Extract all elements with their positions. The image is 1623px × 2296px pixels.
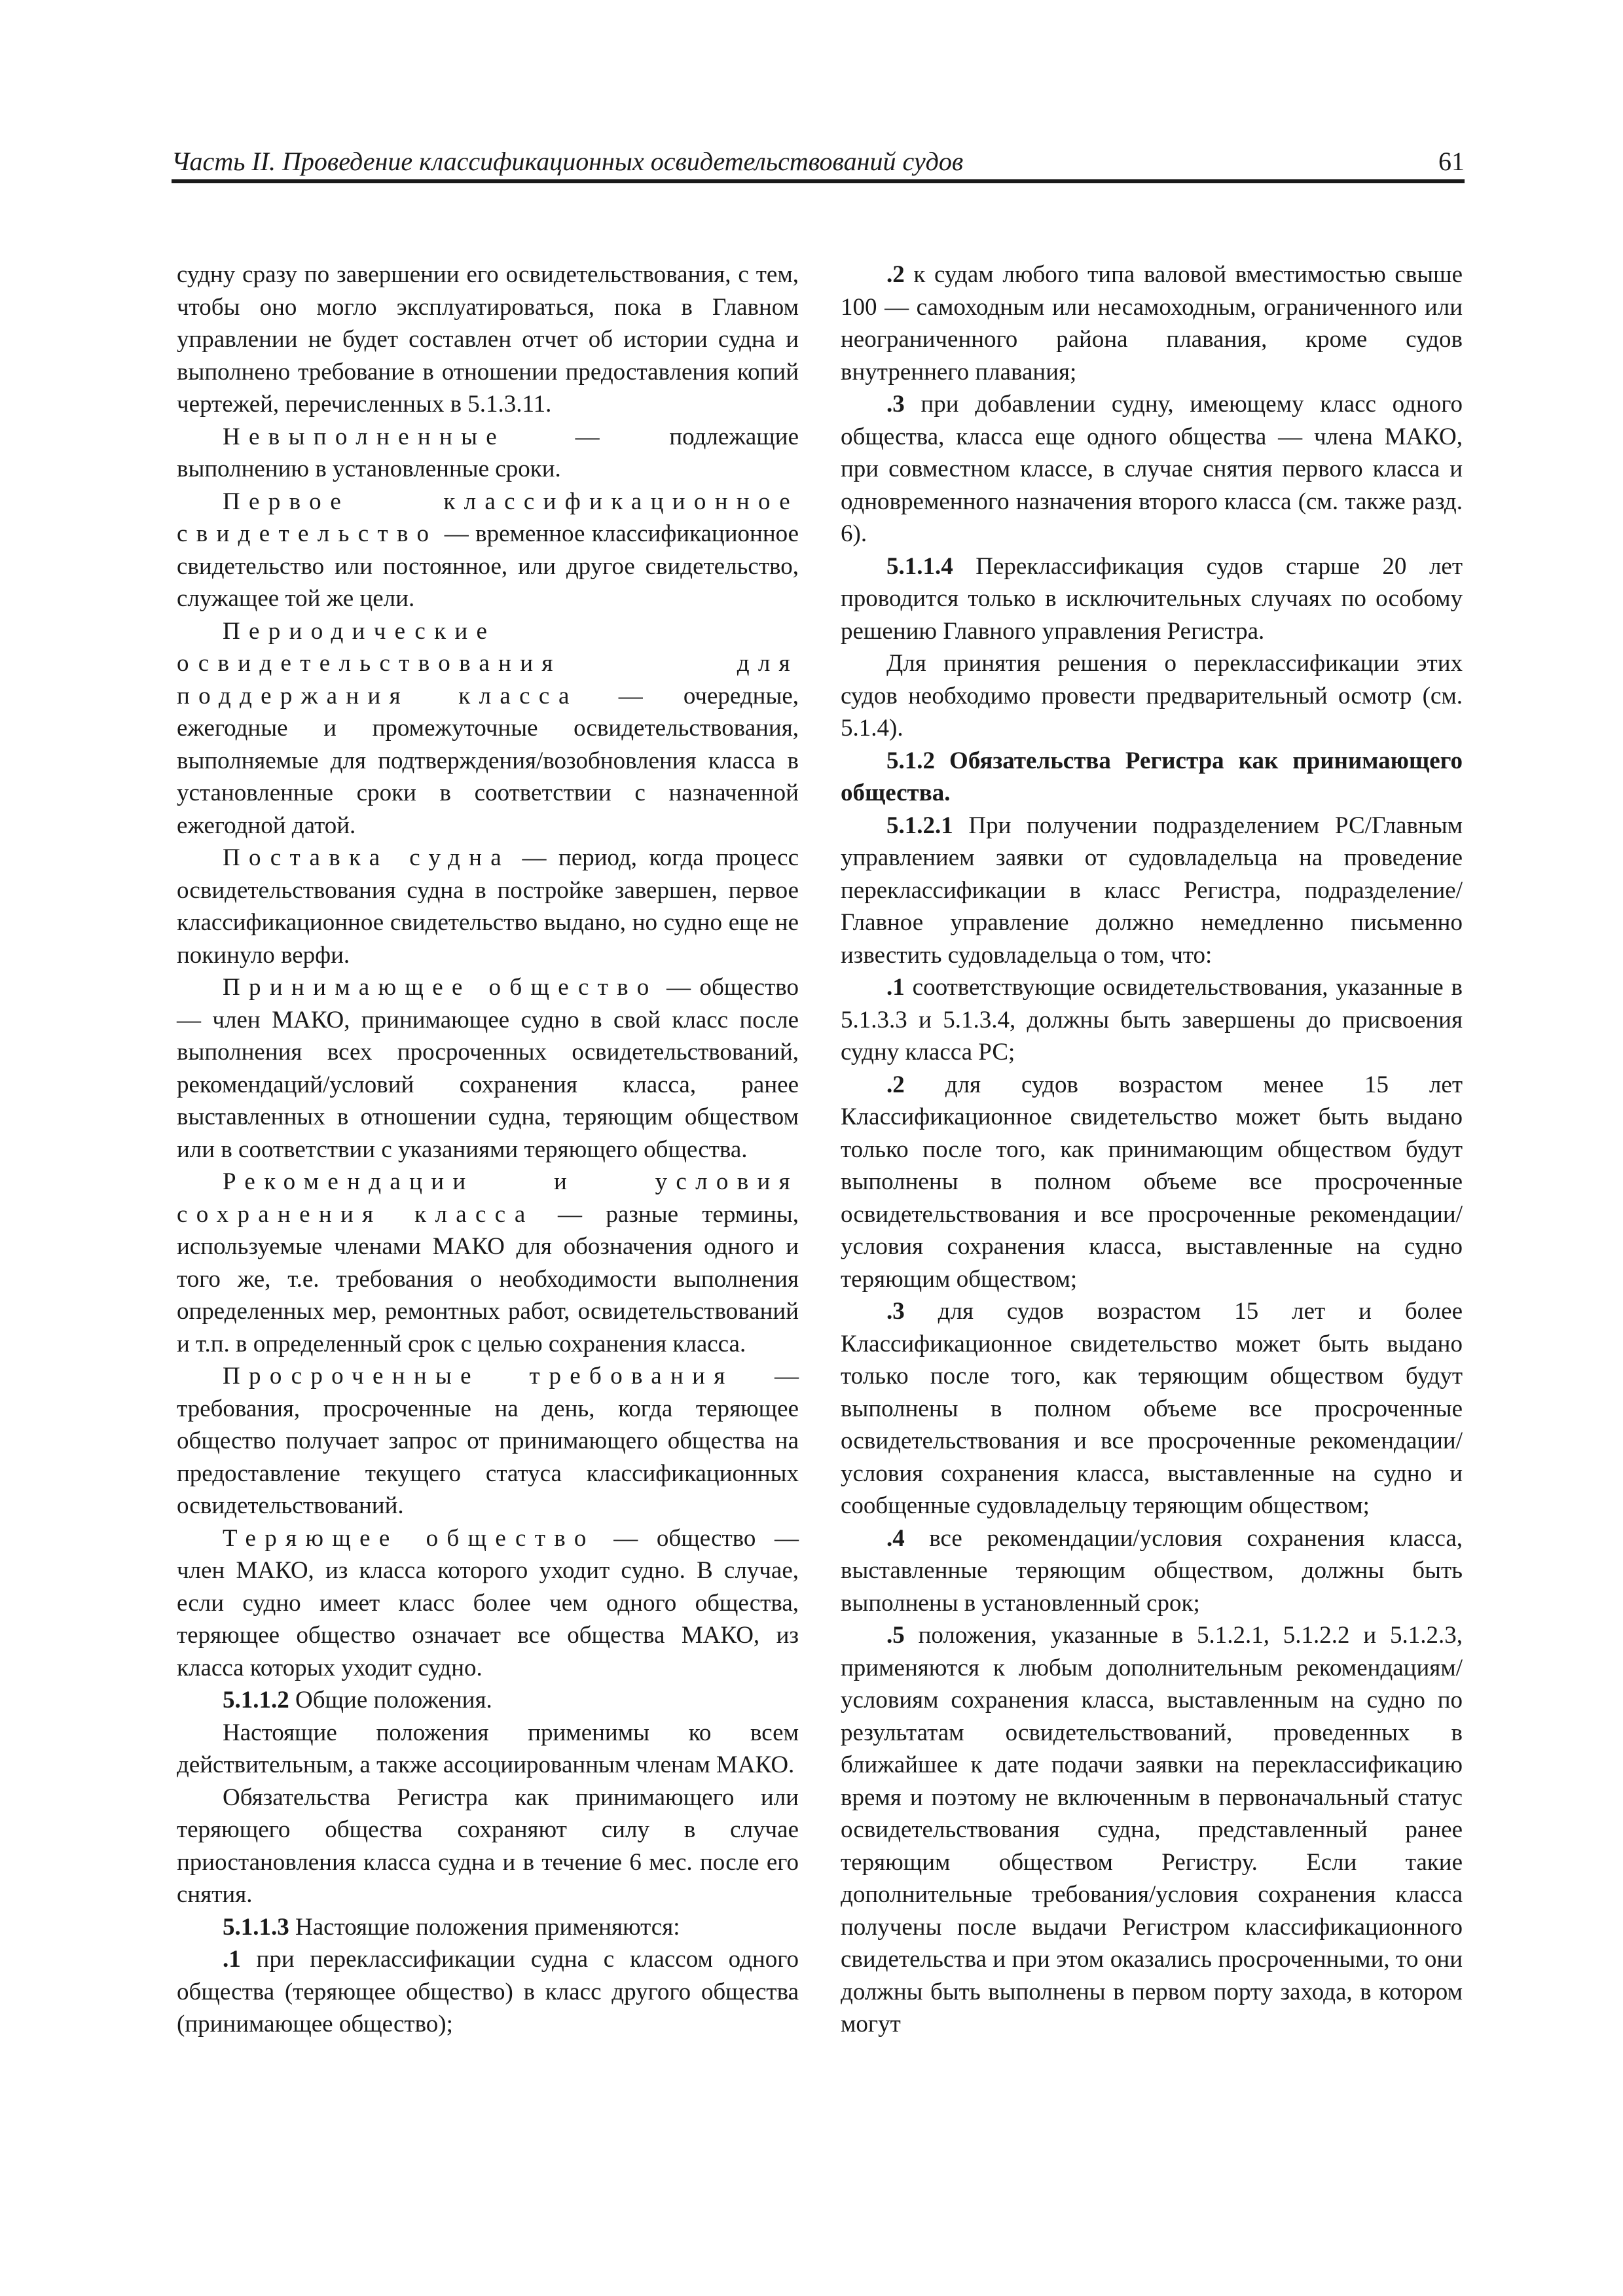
- list-item-number: .2: [886, 261, 905, 288]
- list-item: [177, 1943, 799, 2041]
- list-item: [841, 259, 1463, 388]
- paragraph: Для принятия решения о переклассификации этих судов необходимо провести предварительный осмотр (см. 5.1.4).: [841, 650, 1463, 742]
- list-item-number: .1: [223, 1946, 241, 1973]
- paragraph: Настоящие положения применимы ко всем действительным, а также ассоциированным членам МАКО.: [177, 1719, 799, 1778]
- section-paragraph: [841, 550, 1463, 648]
- list-item-text: для судов возрастом менее 15 лет Классификационное свидетельство может быть выдано только после того, как принимающим обществом будут выполнены в полном объеме все просроченные освидетельствования и все просроченные рекомендации/условия сохранения класса, выставленные на судно теряющим обществом;: [841, 1071, 1463, 1293]
- defined-term: Принимающее общество: [223, 974, 658, 1001]
- section-number: 5.1.1.3: [223, 1913, 289, 1941]
- definition-text: — подлежащие выполнению в установленные сроки.: [177, 423, 799, 482]
- section-paragraph: [177, 1911, 799, 1944]
- list-item-number: .2: [886, 1071, 905, 1098]
- defined-term: Поставка судна: [223, 844, 511, 871]
- defined-term: Теряющее общество: [223, 1524, 595, 1552]
- paragraph: Обязательства Регистра как принимающего или теряющего общества сохраняют силу в случае приостановления класса судна и в течение 6 мес. после его снятия.: [177, 1784, 799, 1908]
- list-item-text: для судов возрастом 15 лет и более Классификационное свидетельство может быть выдано только после того, как теряющим обществом будут выполнены в полном объеме все просроченные освидетельствования и все просроченные рекомендации/условия сохранения класса, выставленные на судно и сообщенные судовладельцу теряющим обществом;: [841, 1298, 1463, 1519]
- definition-paragraph: [177, 1360, 799, 1522]
- list-item: [841, 1619, 1463, 2041]
- section-text: Настоящие положения применяются:: [289, 1913, 680, 1941]
- list-item: [841, 1295, 1463, 1522]
- section-heading: 5.1.2 Обязательства Регистра как принимающего общества.: [841, 747, 1463, 806]
- defined-term: Просроченные требования: [223, 1363, 734, 1390]
- list-item-text: все рекомендации/условия сохранения класса, выставленные теряющим обществом, должны быть выполнены в установленный срок;: [841, 1524, 1463, 1617]
- page-number: 61: [1438, 147, 1465, 176]
- list-item-number: .4: [886, 1524, 905, 1552]
- right-column: [841, 259, 1463, 2041]
- definition-paragraph: [177, 421, 799, 486]
- definition-text: — временное классификационное свидетельство или постоянное, или другое свидетельство, служащее той же цели.: [177, 520, 799, 612]
- list-item-text: соответствующие освидетельствования, указанные в 5.1.3.3 и 5.1.3.4, должны быть завершены до присвоения судну класса РС;: [841, 974, 1463, 1066]
- paragraph: судну сразу по завершении его освидетельствования, с тем, чтобы оно могло эксплуатироваться, пока в Главном управлении не будет составлен отчет об истории судна и выполнено требование в отношении предоставления копий чертежей, перечисленных в 5.1.3.11.: [177, 261, 799, 418]
- definition-paragraph: [177, 486, 799, 615]
- list-item-text: при добавлении судну, имеющему класс одного общества, класса еще одного общества — члена МАКО, при совместном классе, в случае снятия первого класса и одновременного назначения второго класса (см. также разд. 6).: [841, 391, 1463, 547]
- list-item: [841, 971, 1463, 1069]
- list-item-text: при переклассификации судна с классом одного общества (теряющее общество) в класс другого общества (принимающее общество);: [177, 1946, 799, 2037]
- list-item: [841, 388, 1463, 550]
- definition-text: — разные термины, используемые членами МАКО для обозначения одного и того же, т.е. требования о необходимости выполнения определенных мер, ремонтных работ, освидетельствований и т.п. в определенный срок с целью сохранения класса.: [177, 1200, 799, 1357]
- left-column: [177, 259, 799, 2041]
- section-number: 5.1.1.2: [223, 1687, 289, 1713]
- definition-text: — очередные, ежегодные и промежуточные освидетельствования, выполняемые для подтверждения/возобновления класса в установленные сроки в соответствии с назначенной ежегодной датой.: [177, 682, 799, 839]
- defined-term: Периодические освидетельствования для поддержания класса: [177, 617, 799, 709]
- definition-text: — период, когда процесс освидетельствования судна в постройке завершен, первое классификационное свидетельство выдано, но судно еще не покинуло верфи.: [177, 844, 799, 969]
- section-number: 5.1.2.1: [886, 812, 953, 839]
- list-item-number: .3: [886, 391, 905, 418]
- section-paragraph: [177, 1684, 799, 1717]
- defined-term: Рекомендации и условия сохранения класса: [177, 1168, 799, 1228]
- definition-text: — требования, просроченные на день, когда теряющее общество получает запрос от принимающего общества на предоставление текущего статуса классификационных освидетельствований.: [177, 1363, 799, 1519]
- list-item: [841, 1069, 1463, 1296]
- definition-paragraph: [177, 1166, 799, 1360]
- definition-paragraph: [177, 1522, 799, 1685]
- defined-term: Невыполненные: [223, 423, 506, 450]
- running-title: Часть II. Проведение классификационных освидетельствований судов: [172, 147, 964, 176]
- definition-paragraph: [177, 842, 799, 971]
- section-text: Переклассификация судов старше 20 лет проводится только в исключительных случаях по особому решению Главного управления Регистра.: [841, 552, 1463, 645]
- definition-paragraph: [177, 615, 799, 842]
- list-item-number: .5: [886, 1622, 905, 1649]
- definition-text: — общество — член МАКО, из класса которого уходит судно. В случае, если судно имеет класс более чем одного общества, теряющее общество означает все общества МАКО, из класса которых уходит судно.: [177, 1524, 799, 1681]
- section-paragraph: [841, 810, 1463, 972]
- section-text: Общие положения.: [289, 1687, 492, 1713]
- definition-paragraph: [177, 971, 799, 1166]
- section-text: При получении подразделением РС/Главным управлением заявки от судовладельца на проведение переклассификации в класс Регистра, подразделение/Главное управление должно немедленно письменно известить судовладельца о том, что:: [841, 812, 1463, 969]
- list-item-number: .3: [886, 1298, 905, 1325]
- section-number: 5.1.1.4: [886, 552, 953, 580]
- definition-text: — общество — член МАКО, принимающее судно в свой класс после выполнения всех просроченных освидетельствований, рекомендаций/условий сохранения класса, ранее выставленных в отношении судна, теряющим обществом или в соответствии с указаниями теряющего общества.: [177, 974, 799, 1163]
- list-item-text: положения, указанные в 5.1.2.1, 5.1.2.2 и 5.1.2.3, применяются к любым дополнительным рекомендациям/условиям сохранения класса, выставленным на судно по результатам освидетельствований, проведенных в ближайшее к дате подачи заявки на переклассификацию время и поэтому не включенным в первоначальный статус освидетельствования судна, представленный ранее теряющим обществом Регистру. Если такие дополнительные требования/условия сохранения класса получены после выдачи Регистром классификационного свидетельства и при этом оказались просроченными, то они должны быть выполнены в первом порту захода, в котором могут: [841, 1622, 1463, 2037]
- list-item-number: .1: [886, 974, 905, 1001]
- defined-term: Первое классификационное свидетельство: [177, 488, 799, 547]
- list-item: [841, 1522, 1463, 1620]
- list-item-text: к судам любого типа валовой вместимостью свыше 100 — самоходным или несамоходным, ограниченного или неограниченного района плавания, кроме судов внутреннего плавания;: [841, 261, 1463, 386]
- running-header: [172, 143, 1465, 183]
